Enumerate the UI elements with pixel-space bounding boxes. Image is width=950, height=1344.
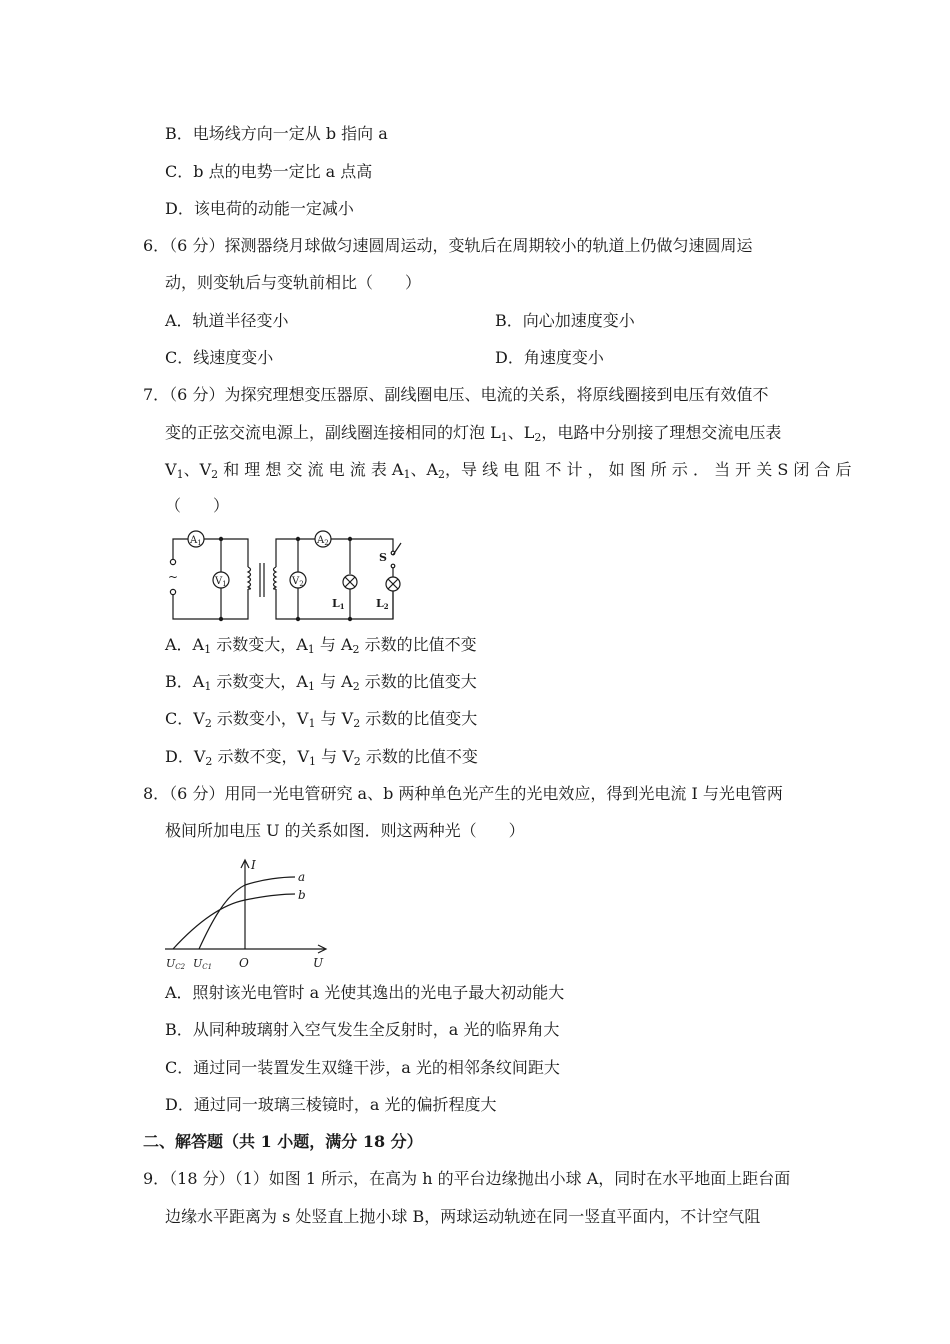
svg-text:A2: $A_2$ <box>317 535 329 547</box>
q7-circuit-diagram <box>165 525 415 625</box>
uc2-label: UC2 <box>166 957 186 971</box>
source-terminal-top <box>170 559 175 564</box>
curve-b-label: b <box>298 888 306 902</box>
q9-stem-line2: 边缘水平距离为 s 处竖直上抛小球 B，两球运动轨迹在同一竖直平面内，不计空气阻 <box>165 1207 761 1226</box>
u-axis-label: U <box>313 956 324 970</box>
q8-iu-graph <box>165 855 335 973</box>
q6-option-a: A．轨道半径变小 <box>165 311 289 330</box>
svg-text:V2: $V_2$ <box>292 576 304 588</box>
lamp-l2-label: L2 <box>376 597 389 611</box>
q8-option-a: A．照射该光电管时 a 光使其逸出的光电子最大初动能大 <box>165 983 565 1002</box>
q6-stem-line2: 动，则变轨后与变轨前相比（ ） <box>165 273 422 292</box>
q7-option-c: C．$V_2$ 示数变小，$V_1$ 与 $V_2$ 示数的比值变大 <box>165 709 478 730</box>
origin-label: O <box>239 956 249 970</box>
q9-stem-line1: 9．（18 分）（1）如图 1 所示，在高为 h 的平台边缘抛出小球 A，同时在水平地面上距台面 <box>143 1169 791 1188</box>
curve-a-label: a <box>298 870 306 884</box>
primary-coil <box>248 567 251 589</box>
q5-option-b: B．电场线方向一定从 b 指向 a <box>165 124 388 143</box>
switch-s <box>393 543 401 555</box>
ac-source-symbol: ~ <box>168 570 179 584</box>
q7-stem-line3: $V_1$、$V_2$ 和 理 想 交 流 电 流 表 $A_1$、$A_2$，导 线 电 阻 不 计 ， 如 图 所 示 ． 当 开 关 S 闭 合 后 <box>165 460 852 481</box>
q5-option-c: C．b 点的电势一定比 a 点高 <box>165 162 373 181</box>
q8-option-c: C．通过同一装置发生双缝干涉，a 光的相邻条纹间距大 <box>165 1058 560 1077</box>
uc1-label: UC1 <box>193 957 213 971</box>
q6-stem-line1: 6．（6 分）探测器绕月球做匀速圆周运动，变轨后在周期较小的轨道上仍做匀速圆周运 <box>143 236 753 255</box>
i-axis-label: I <box>251 858 256 872</box>
source-terminal-bottom <box>170 589 175 594</box>
section-2-heading: 二、解答题（共 1 小题，满分 18 分） <box>143 1132 423 1151</box>
q7-stem-line1: 7．（6 分）为探究理想变压器原、副线圈电压、电流的关系，将原线圈接到电压有效值不 <box>143 385 769 404</box>
q7-option-d: D．$V_2$ 示数不变，$V_1$ 与 $V_2$ 示数的比值不变 <box>165 747 478 768</box>
switch-s-label: S <box>379 551 387 564</box>
q8-option-d: D．通过同一玻璃三棱镜时，a 光的偏折程度大 <box>165 1095 497 1114</box>
q7-stem-line2: 变的正弦交流电源上，副线圈连接相同的灯泡 $L_1$、$L_2$，电路中分别接了理想交流电压表 <box>165 423 782 444</box>
q7-option-a: A．$A_1$ 示数变大，$A_1$ 与 $A_2$ 示数的比值不变 <box>165 635 477 656</box>
q8-stem-line1: 8．（6 分）用同一光电管研究 a、b 两种单色光产生的光电效应，得到光电流 I 与光电管两 <box>143 784 783 803</box>
q6-option-c: C．线速度变小 <box>165 348 274 367</box>
svg-text:V1: $V_1$ <box>215 576 227 588</box>
q5-option-d: D．该电荷的动能一定减小 <box>165 199 354 218</box>
lamp-l1-label: L1 <box>332 597 345 611</box>
q7-option-b: B．$A_1$ 示数变大，$A_1$ 与 $A_2$ 示数的比值变大 <box>165 672 477 693</box>
q8-option-b: B．从同种玻璃射入空气发生全反射时，a 光的临界角大 <box>165 1020 560 1039</box>
q7-stem-line4: （ ） <box>165 496 230 515</box>
secondary-coil <box>274 567 277 589</box>
q8-stem-line2: 极间所加电压 U 的关系如图．则这两种光（ ） <box>165 821 525 840</box>
q6-option-b: B．向心加速度变小 <box>495 311 635 330</box>
svg-text:A1: $A_1$ <box>190 535 202 547</box>
curve-b <box>173 894 295 949</box>
q6-option-d: D．角速度变小 <box>495 348 604 367</box>
